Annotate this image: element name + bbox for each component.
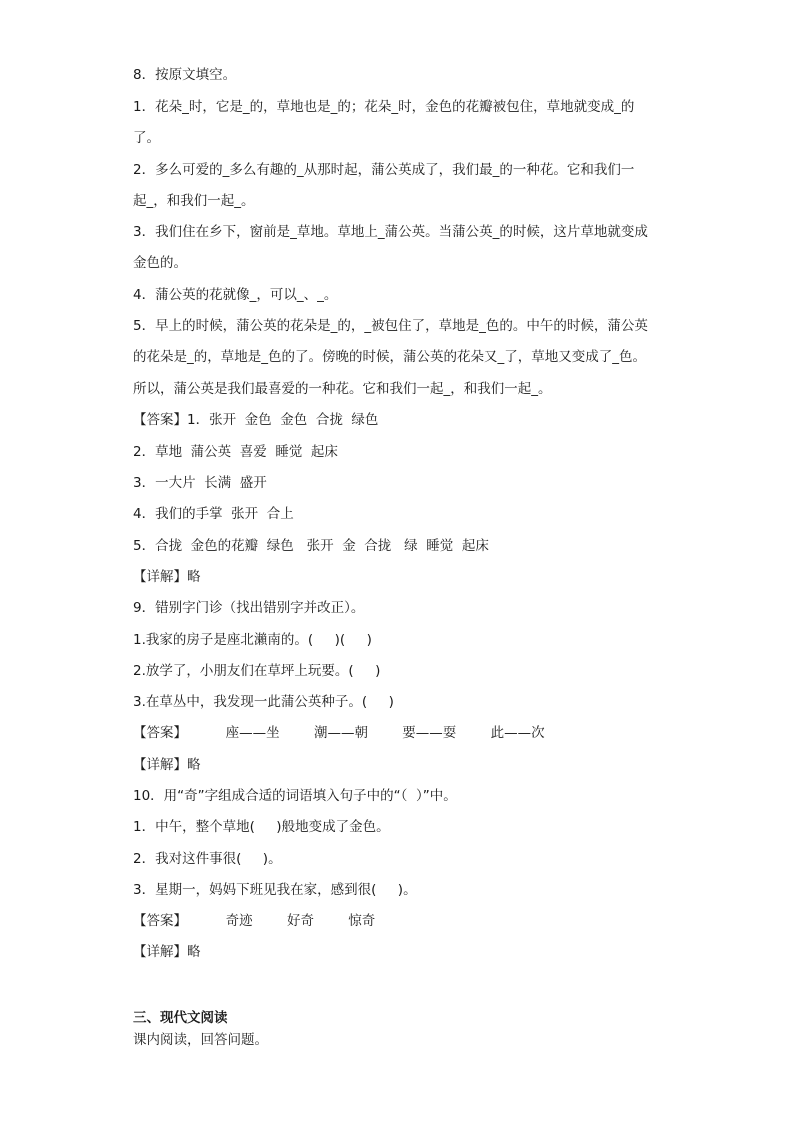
q8-answer-5: 5．合拢 金色的花瓣 绿色 张开 金 合拢 绿 睡觉 起床 [133,538,489,554]
q8-item-4: 4．蒲公英的花就像_，可以_、_。 [133,287,338,303]
section-3-instruction: 课内阅读，回答问题。 [133,1032,268,1048]
q10-explanation: 【详解】略 [133,944,201,960]
q8-item-3-line-2: 金色的。 [133,255,187,271]
q10-item-2: 2．我对这件事很( )。 [133,851,282,867]
q9-item-2: 2.放学了，小朋友们在草坪上玩要。( ) [133,663,381,679]
q8-item-2-line-2: 起_，和我们一起_。 [133,193,255,209]
question-10-title: 10．用“奇”字组成合适的词语填入句子中的“（ ）”中。 [133,788,457,804]
q8-answer-4: 4．我们的手掌 张开 合上 [133,506,294,522]
q8-item-5-line-1: 5．早上的时候，蒲公英的花朵是_的，_被包住了，草地是_色的。中午的时候，蒲公英 [133,318,648,334]
q9-answer: 【答案】 座——坐 潮——朝 要——耍 此——次 [133,725,545,741]
q8-answer-1: 【答案】1．张开 金色 金色 合拢 绿色 [133,412,379,428]
q8-item-1-line-1: 1．花朵_时，它是_的，草地也是_的；花朵_时，金色的花瓣被包住，草地就变成_的 [133,99,635,115]
q9-item-3: 3.在草丛中，我发现一此蒲公英种子。( ) [133,694,394,710]
q10-answer: 【答案】 奇迹 好奇 惊奇 [133,913,376,929]
q8-item-2-line-1: 2．多么可爱的_多么有趣的_从那时起，蒲公英成了，我们最_的一种花。它和我们一 [133,162,635,178]
q9-explanation: 【详解】略 [133,757,201,773]
q8-item-5-line-3: 所以，蒲公英是我们最喜爱的一种花。它和我们一起_，和我们一起_。 [133,381,552,397]
q10-item-1: 1．中午，整个草地( )般地变成了金色。 [133,819,390,835]
q10-item-3: 3．星期一，妈妈下班见我在家，感到很( )。 [133,882,417,898]
section-3-heading: 三、现代文阅读 [133,1010,228,1026]
q8-item-3-line-1: 3．我们住在乡下，窗前是_草地。草地上_蒲公英。当蒲公英_的时候，这片草地就变成 [133,224,648,240]
q8-item-1-line-2: 了。 [133,130,160,146]
question-8-title: 8．按原文填空。 [133,67,237,83]
q9-item-1: 1.我家的房子是座北瀨南的。( )( ) [133,632,372,648]
question-9-title: 9．错别字门诊（找出错别字并改正）。 [133,600,365,616]
q8-answer-3: 3．一大片 长满 盛开 [133,475,267,491]
q8-item-5-line-2: 的花朵是_的，草地是_色的了。傍晚的时候，蒲公英的花朵又_了，草地又变成了_色。 [133,349,646,365]
q8-answer-2: 2．草地 蒲公英 喜爱 睡觉 起床 [133,444,338,460]
q8-explanation: 【详解】略 [133,569,201,585]
